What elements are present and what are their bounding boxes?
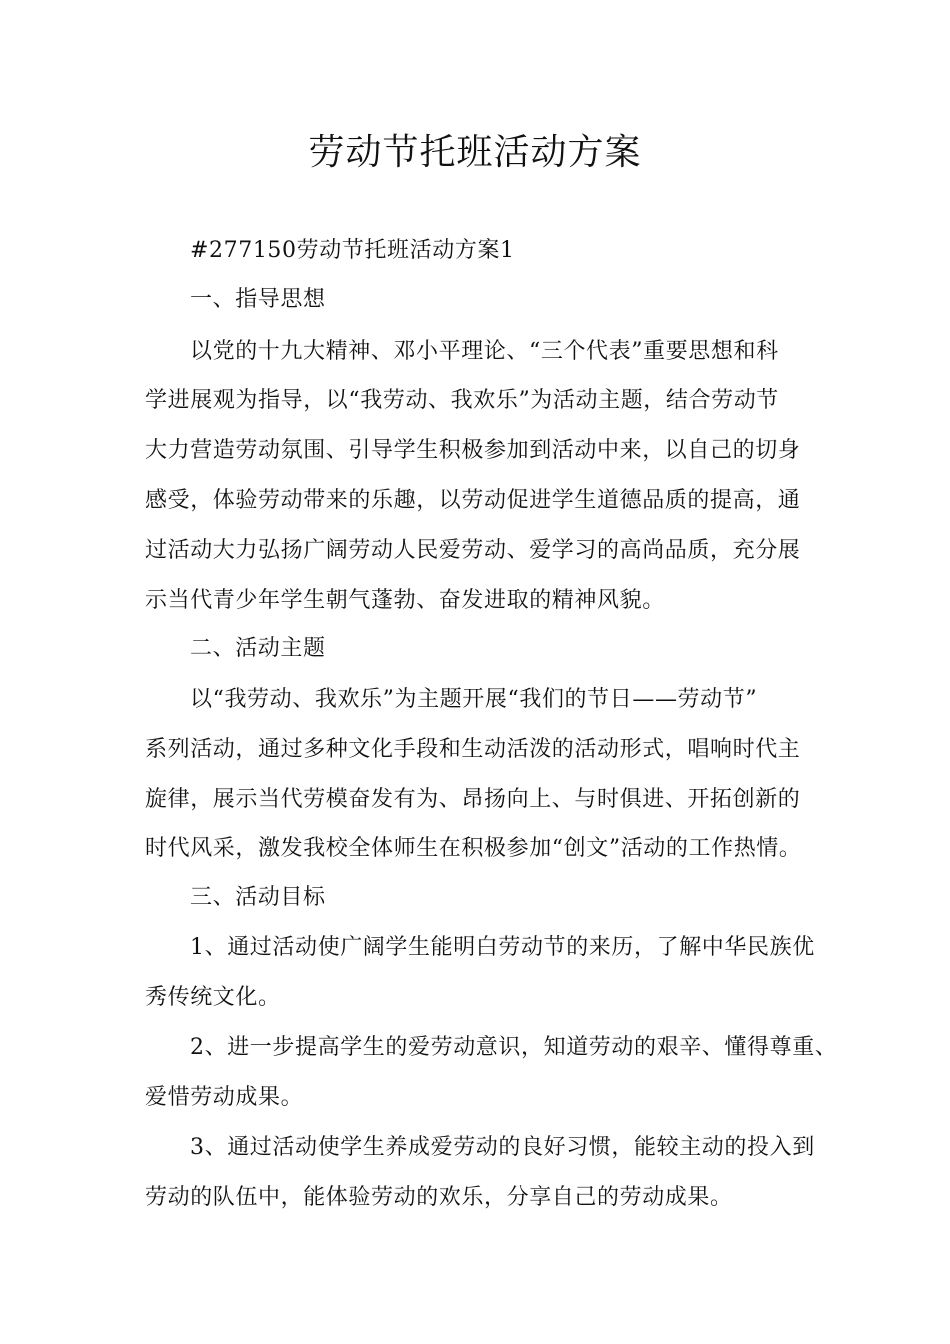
paragraph-line: 示当代青少年学生朝气蓬勃、奋发进取的精神风貌。 — [145, 588, 665, 613]
goal-item-3-line: 劳动的队伍中，能体验劳动的欢乐，分享自己的劳动成果。 — [145, 1185, 733, 1210]
paragraph-line: 以党的十九大精神、邓小平理论、“三个代表”重要思想和科 — [190, 339, 779, 364]
paragraph-line: 感受，体验劳动带来的乐趣，以劳动促进学生道德品质的提高，通 — [145, 488, 801, 513]
paragraph-line: 系列活动，通过多种文化手段和生动活泼的活动形式，唱响时代主 — [145, 737, 801, 762]
section-heading-activity-goals: 三、活动目标 — [190, 885, 326, 910]
paragraph-line: 以“我劳动、我欢乐”为主题开展“我们的节日——劳动节” — [190, 687, 758, 712]
goal-item-2-line: 2、进一步提高学生的爱劳动意识，知道劳动的艰辛、懂得尊重、 — [190, 1035, 838, 1060]
paragraph-line: 时代风采，激发我校全体师生在积极参加“创文”活动的工作热情。 — [145, 836, 802, 861]
section-heading-activity-theme: 二、活动主题 — [190, 636, 326, 661]
document-title: 劳动节托班活动方案 — [308, 132, 642, 173]
goal-item-1-line: 秀传统文化。 — [145, 985, 281, 1010]
goal-item-2-line: 爱惜劳动成果。 — [145, 1085, 304, 1110]
paragraph-line: 旋律，展示当代劳模奋发有为、昂扬向上、与时俱进、开拓创新的 — [145, 787, 801, 812]
document-id-line: #277150劳动节托班活动方案1 — [190, 238, 515, 263]
paragraph-line: 大力营造劳动氛围、引导学生积极参加到活动中来，以自己的切身 — [145, 438, 801, 463]
goal-item-3-line: 3、通过活动使学生养成爱劳动的良好习惯，能较主动的投入到 — [190, 1135, 815, 1160]
paragraph-line: 学进展观为指导，以“我劳动、我欢乐”为活动主题，结合劳动节 — [145, 388, 779, 413]
paragraph-line: 过活动大力弘扬广阔劳动人民爱劳动、爱学习的高尚品质，充分展 — [145, 538, 801, 563]
goal-item-1-line: 1、通过活动使广阔学生能明白劳动节的来历，了解中华民族优 — [190, 935, 815, 960]
section-heading-guiding-ideology: 一、指导思想 — [190, 287, 326, 312]
